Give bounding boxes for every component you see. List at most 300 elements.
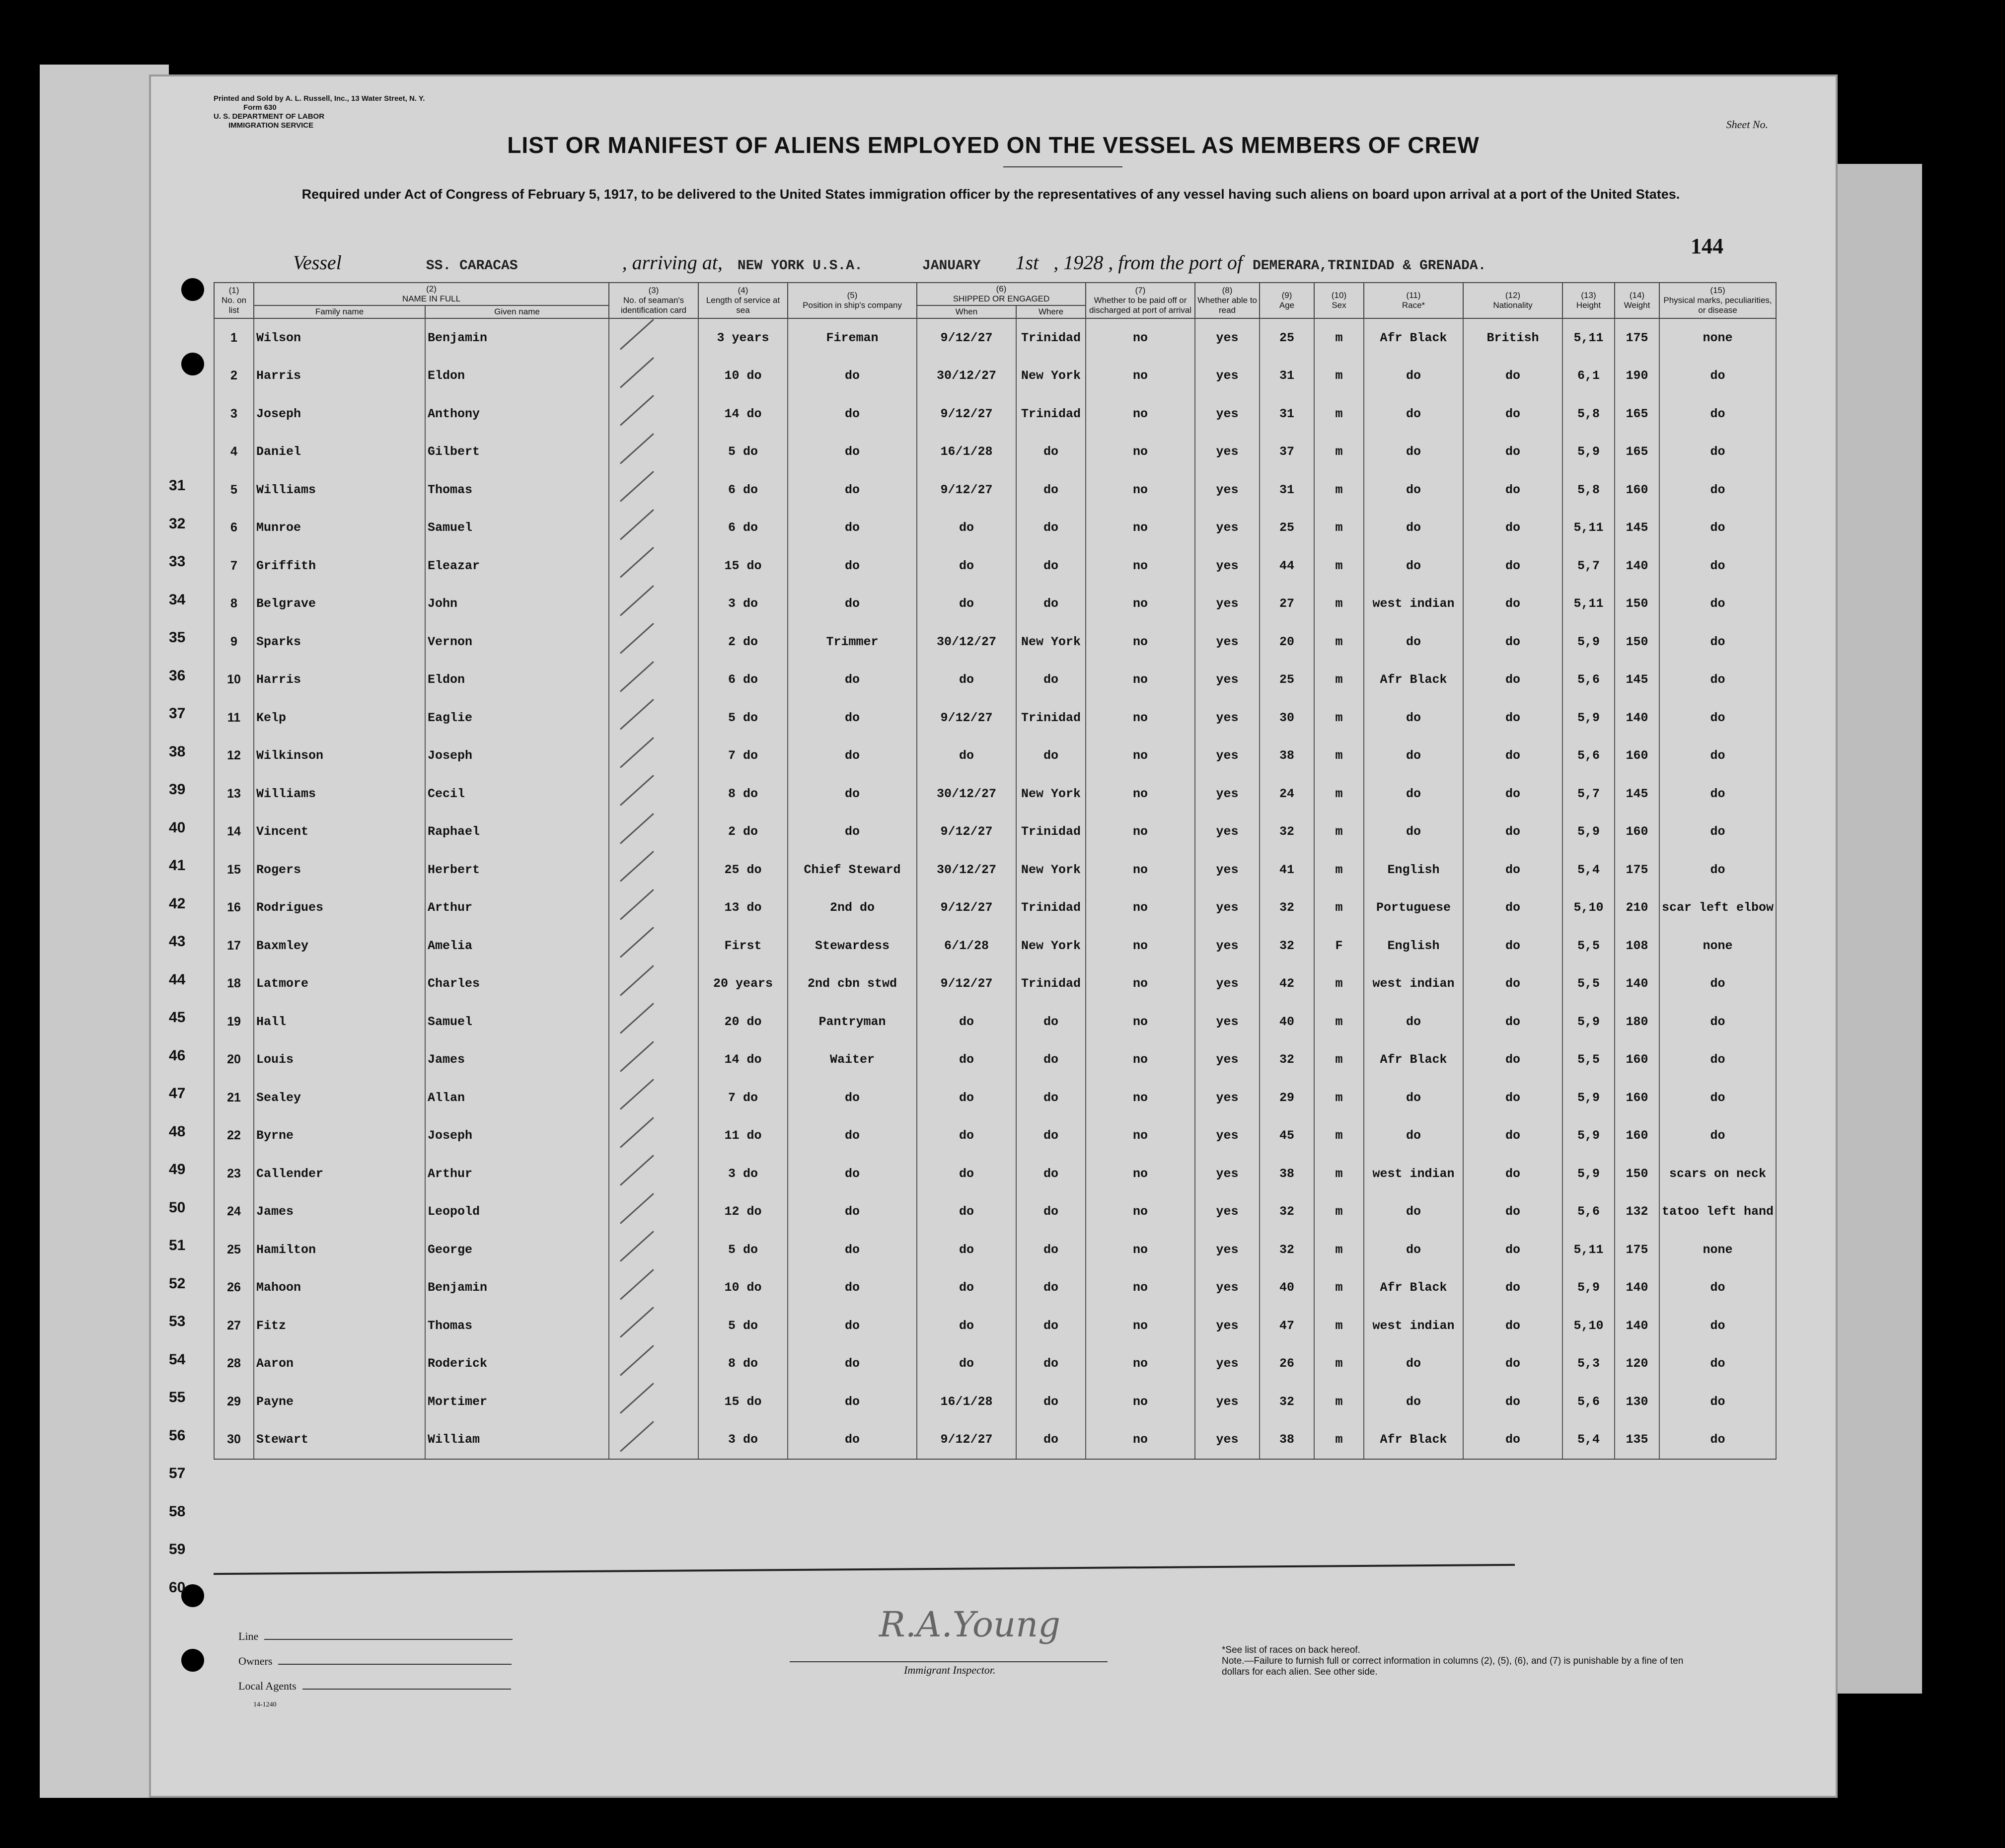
margin-row-number: 58 [169, 1503, 186, 1520]
length-of-service: 11 do [698, 1117, 788, 1155]
shipped-when: 30/12/27 [917, 775, 1016, 813]
family-name: Belgrave [254, 585, 425, 623]
row-number: 13 [214, 775, 254, 813]
family-name: Harris [254, 357, 425, 395]
id-card-check-mark [620, 1117, 654, 1148]
margin-row-number: 49 [169, 1161, 186, 1178]
col-header-name: (2) NAME IN FULL [254, 283, 609, 305]
crew-rows [214, 318, 1776, 1459]
shipped-when: 30/12/27 [917, 357, 1016, 395]
margin-row-number: 43 [169, 933, 186, 950]
able-to-read: yes [1195, 1307, 1260, 1345]
row-number: 21 [214, 1079, 254, 1117]
age: 45 [1260, 1117, 1314, 1155]
given-name: James [425, 1041, 609, 1079]
age: 31 [1260, 395, 1314, 433]
paid-off: no [1086, 471, 1195, 509]
physical-marks: do [1659, 851, 1776, 889]
length-of-service: 8 do [698, 1345, 788, 1383]
able-to-read: yes [1195, 585, 1260, 623]
length-of-service: 2 do [698, 813, 788, 851]
shipped-when: 9/12/27 [917, 889, 1016, 927]
able-to-read: yes [1195, 1345, 1260, 1383]
col-header-where: Where [1016, 305, 1086, 318]
id-card [609, 585, 698, 623]
table-row [214, 1041, 1776, 1079]
weight: 180 [1615, 1003, 1659, 1041]
nationality: do [1463, 547, 1562, 585]
col-header-race: (11) Race* [1364, 283, 1463, 318]
position: do [788, 1079, 917, 1117]
physical-marks: none [1659, 1231, 1776, 1269]
race: Afr Black [1364, 1269, 1463, 1307]
table-row [214, 813, 1776, 851]
race: do [1364, 775, 1463, 813]
table-row [214, 585, 1776, 623]
physical-marks: do [1659, 1003, 1776, 1041]
able-to-read: yes [1195, 433, 1260, 471]
physical-marks: do [1659, 357, 1776, 395]
given-name: George [425, 1231, 609, 1269]
length-of-service: 6 do [698, 661, 788, 699]
shipped-when: do [917, 1041, 1016, 1079]
weight: 140 [1615, 1269, 1659, 1307]
weight: 160 [1615, 471, 1659, 509]
race: west indian [1364, 965, 1463, 1003]
title-rule [1003, 166, 1122, 167]
family-name: Wilkinson [254, 737, 425, 775]
race: do [1364, 1117, 1463, 1155]
length-of-service: 2 do [698, 623, 788, 661]
able-to-read: yes [1195, 471, 1260, 509]
age: 29 [1260, 1079, 1314, 1117]
shipped-where: do [1016, 1383, 1086, 1421]
paid-off: no [1086, 775, 1195, 813]
paid-off: no [1086, 585, 1195, 623]
id-card-check-mark [620, 927, 654, 958]
nationality: do [1463, 1421, 1562, 1460]
nationality: do [1463, 1269, 1562, 1307]
row-number: 14 [214, 813, 254, 851]
given-name: Eldon [425, 661, 609, 699]
shipped-when: 30/12/27 [917, 851, 1016, 889]
physical-marks: do [1659, 547, 1776, 585]
physical-marks: do [1659, 1117, 1776, 1155]
id-card-check-mark [620, 661, 654, 692]
row-number: 19 [214, 1003, 254, 1041]
shipped-when: do [917, 547, 1016, 585]
nationality: do [1463, 395, 1562, 433]
position: 2nd cbn stwd [788, 965, 917, 1003]
sex: m [1314, 661, 1364, 699]
race: do [1364, 509, 1463, 547]
able-to-read: yes [1195, 395, 1260, 433]
physical-marks: do [1659, 1041, 1776, 1079]
height: 5,9 [1562, 699, 1615, 737]
given-name: Samuel [425, 1003, 609, 1041]
nationality: do [1463, 699, 1562, 737]
race: west indian [1364, 585, 1463, 623]
id-card [609, 395, 698, 433]
race: do [1364, 433, 1463, 471]
nationality: do [1463, 1383, 1562, 1421]
id-card-check-mark [620, 1155, 654, 1185]
age: 38 [1260, 1421, 1314, 1460]
able-to-read: yes [1195, 1003, 1260, 1041]
given-name: Mortimer [425, 1383, 609, 1421]
row-number: 15 [214, 851, 254, 889]
nationality: do [1463, 357, 1562, 395]
margin-row-number: 39 [169, 781, 186, 798]
shipped-when: do [917, 737, 1016, 775]
manifest-sheet [149, 74, 1838, 1798]
able-to-read: yes [1195, 357, 1260, 395]
id-card [609, 1345, 698, 1383]
weight: 190 [1615, 357, 1659, 395]
id-card [609, 1307, 698, 1345]
paid-off: no [1086, 1231, 1195, 1269]
age: 32 [1260, 1193, 1314, 1231]
age: 25 [1260, 661, 1314, 699]
able-to-read: yes [1195, 1269, 1260, 1307]
age: 40 [1260, 1269, 1314, 1307]
arrival-day: 1st [1015, 251, 1039, 274]
col-header-height: (13) Height [1562, 283, 1615, 318]
table-row [214, 1155, 1776, 1193]
height: 5,6 [1562, 1383, 1615, 1421]
family-name: Williams [254, 471, 425, 509]
penalty-note: Note.—Failure to furnish full or correct information in columns (2), (5), (6), and (7) is punishable by a fine of ten dollars for each alien. See other side. [1222, 1656, 1684, 1677]
family-name: Munroe [254, 509, 425, 547]
height: 5,3 [1562, 1345, 1615, 1383]
weight: 140 [1615, 965, 1659, 1003]
sex: m [1314, 509, 1364, 547]
physical-marks: tatoo left hand [1659, 1193, 1776, 1231]
family-name: Hall [254, 1003, 425, 1041]
id-card [609, 433, 698, 471]
height: 5,4 [1562, 1421, 1615, 1460]
sex: m [1314, 1421, 1364, 1460]
nationality: do [1463, 433, 1562, 471]
id-card-check-mark [620, 1231, 654, 1261]
shipped-where: do [1016, 433, 1086, 471]
row-number: 1 [214, 318, 254, 357]
table-row [214, 851, 1776, 889]
shipped-where: Trinidad [1016, 395, 1086, 433]
id-card-check-mark [620, 319, 654, 350]
page-title: LIST OR MANIFEST OF ALIENS EMPLOYED ON THE VESSEL AS MEMBERS OF CREW [507, 132, 1480, 158]
position: Fireman [788, 318, 917, 357]
weight: 145 [1615, 775, 1659, 813]
length-of-service: 5 do [698, 699, 788, 737]
id-card [609, 1041, 698, 1079]
race: do [1364, 813, 1463, 851]
margin-row-number: 50 [169, 1199, 186, 1216]
id-card [609, 1383, 698, 1421]
physical-marks: do [1659, 1421, 1776, 1460]
height: 5,11 [1562, 509, 1615, 547]
race: do [1364, 395, 1463, 433]
owners-field [278, 1664, 512, 1665]
physical-marks: do [1659, 1345, 1776, 1383]
shipped-when: do [917, 1307, 1016, 1345]
nationality: do [1463, 889, 1562, 927]
col-header-position: (5) Position in ship's company [788, 283, 917, 318]
id-card-check-mark [620, 433, 654, 464]
table-row [214, 1307, 1776, 1345]
length-of-service: 5 do [698, 433, 788, 471]
age: 32 [1260, 889, 1314, 927]
weight: 145 [1615, 661, 1659, 699]
id-card-check-mark [620, 585, 654, 616]
shipped-when: do [917, 1193, 1016, 1231]
sex: m [1314, 1155, 1364, 1193]
length-of-service: 15 do [698, 1383, 788, 1421]
table-row [214, 509, 1776, 547]
id-card-check-mark [620, 699, 654, 730]
row-number: 18 [214, 965, 254, 1003]
age: 32 [1260, 1231, 1314, 1269]
row-number: 23 [214, 1155, 254, 1193]
col-header-number: (1) No. on list [214, 283, 254, 318]
table-row [214, 661, 1776, 699]
shipped-where: do [1016, 661, 1086, 699]
row-number: 5 [214, 471, 254, 509]
nationality: do [1463, 813, 1562, 851]
row-number: 4 [214, 433, 254, 471]
age: 32 [1260, 927, 1314, 965]
length-of-service: 3 years [698, 318, 788, 357]
row-number: 3 [214, 395, 254, 433]
paid-off: no [1086, 318, 1195, 357]
weight: 140 [1615, 699, 1659, 737]
shipped-where: Trinidad [1016, 889, 1086, 927]
shipped-when: do [917, 509, 1016, 547]
age: 20 [1260, 623, 1314, 661]
footer-fields [238, 1624, 513, 1699]
position: Waiter [788, 1041, 917, 1079]
margin-row-number: 33 [169, 553, 186, 570]
sex: m [1314, 1003, 1364, 1041]
position: do [788, 813, 917, 851]
length-of-service: 5 do [698, 1231, 788, 1269]
family-name: Louis [254, 1041, 425, 1079]
margin-row-number: 44 [169, 971, 186, 988]
paid-off: no [1086, 1003, 1195, 1041]
department: U. S. DEPARTMENT OF LABOR [214, 112, 325, 121]
printer-line: Printed and Sold by A. L. Russell, Inc., 13 Water Street, N. Y. [214, 94, 425, 103]
given-name: Roderick [425, 1345, 609, 1383]
paid-off: no [1086, 1269, 1195, 1307]
sex: m [1314, 699, 1364, 737]
family-name: Harris [254, 661, 425, 699]
height: 5,9 [1562, 813, 1615, 851]
height: 5,6 [1562, 1193, 1615, 1231]
paid-off: no [1086, 357, 1195, 395]
length-of-service: 12 do [698, 1193, 788, 1231]
shipped-where: Trinidad [1016, 699, 1086, 737]
family-name: Sparks [254, 623, 425, 661]
height: 5,5 [1562, 965, 1615, 1003]
weight: 120 [1615, 1345, 1659, 1383]
height: 5,9 [1562, 433, 1615, 471]
physical-marks: none [1659, 927, 1776, 965]
sex: m [1314, 623, 1364, 661]
shipped-when: 9/12/27 [917, 813, 1016, 851]
given-name: Eaglie [425, 699, 609, 737]
id-card-check-mark [620, 965, 654, 996]
table-row [214, 1345, 1776, 1383]
able-to-read: yes [1195, 775, 1260, 813]
shipped-where: do [1016, 1345, 1086, 1383]
col-header-age: (9) Age [1260, 283, 1314, 318]
race: do [1364, 1193, 1463, 1231]
shipped-where: do [1016, 509, 1086, 547]
shipped-when: do [917, 1269, 1016, 1307]
weight: 175 [1615, 318, 1659, 357]
height: 5,11 [1562, 1231, 1615, 1269]
shipped-when: 9/12/27 [917, 965, 1016, 1003]
row-number: 20 [214, 1041, 254, 1079]
able-to-read: yes [1195, 318, 1260, 357]
given-name: Raphael [425, 813, 609, 851]
table-row [214, 547, 1776, 585]
nationality: do [1463, 1117, 1562, 1155]
able-to-read: yes [1195, 1231, 1260, 1269]
sex: m [1314, 1117, 1364, 1155]
race: English [1364, 851, 1463, 889]
shipped-when: 9/12/27 [917, 699, 1016, 737]
arriving-label: , arriving at, [622, 251, 723, 274]
age: 47 [1260, 1307, 1314, 1345]
physical-marks: do [1659, 775, 1776, 813]
row-number: 30 [214, 1421, 254, 1460]
id-card [609, 1155, 698, 1193]
id-card-check-mark [620, 813, 654, 844]
age: 38 [1260, 737, 1314, 775]
nationality: do [1463, 1307, 1562, 1345]
margin-row-number: 59 [169, 1541, 186, 1557]
margin-row-number: 60 [169, 1579, 186, 1596]
table-row [214, 1003, 1776, 1041]
race: do [1364, 471, 1463, 509]
given-name: Eldon [425, 357, 609, 395]
length-of-service: 20 do [698, 1003, 788, 1041]
shipped-where: New York [1016, 851, 1086, 889]
row-number: 7 [214, 547, 254, 585]
weight: 175 [1615, 851, 1659, 889]
sex: m [1314, 585, 1364, 623]
sex: m [1314, 1269, 1364, 1307]
id-card [609, 547, 698, 585]
table-row [214, 623, 1776, 661]
shipped-where: do [1016, 1041, 1086, 1079]
position: do [788, 1193, 917, 1231]
crew-manifest-table [214, 282, 1777, 1460]
position: do [788, 1155, 917, 1193]
age: 31 [1260, 357, 1314, 395]
table-row [214, 395, 1776, 433]
sex: m [1314, 1345, 1364, 1383]
shipped-where: New York [1016, 623, 1086, 661]
race: west indian [1364, 1307, 1463, 1345]
family-name: Byrne [254, 1117, 425, 1155]
row-number: 9 [214, 623, 254, 661]
table-row [214, 1117, 1776, 1155]
nationality: do [1463, 1041, 1562, 1079]
race: do [1364, 1231, 1463, 1269]
race: do [1364, 357, 1463, 395]
punch-hole [181, 1649, 204, 1672]
shipped-when: 30/12/27 [917, 623, 1016, 661]
shipped-where: do [1016, 1269, 1086, 1307]
col-header-shipped: (6) SHIPPED OR ENGAGED [917, 283, 1086, 305]
id-card-check-mark [620, 1307, 654, 1337]
family-name: Daniel [254, 433, 425, 471]
family-name: James [254, 1193, 425, 1231]
shipped-where: New York [1016, 357, 1086, 395]
col-header-nationality: (12) Nationality [1463, 283, 1562, 318]
row-number: 16 [214, 889, 254, 927]
vessel-label: Vessel [293, 251, 342, 274]
length-of-service: 3 do [698, 1155, 788, 1193]
shipped-where: do [1016, 1231, 1086, 1269]
nationality: do [1463, 965, 1562, 1003]
family-name: Griffith [254, 547, 425, 585]
weight: 145 [1615, 509, 1659, 547]
height: 5,5 [1562, 1041, 1615, 1079]
shipped-when: 9/12/27 [917, 471, 1016, 509]
row-number: 11 [214, 699, 254, 737]
given-name: Eleazar [425, 547, 609, 585]
margin-row-number: 40 [169, 819, 186, 836]
id-card-check-mark [620, 1421, 654, 1452]
physical-marks: do [1659, 585, 1776, 623]
row-number: 6 [214, 509, 254, 547]
nationality: do [1463, 737, 1562, 775]
position: do [788, 1231, 917, 1269]
length-of-service: 20 years [698, 965, 788, 1003]
able-to-read: yes [1195, 1421, 1260, 1460]
given-name: Charles [425, 965, 609, 1003]
age: 44 [1260, 547, 1314, 585]
margin-row-number: 37 [169, 705, 186, 722]
family-name: Rodrigues [254, 889, 425, 927]
race: English [1364, 927, 1463, 965]
paid-off: no [1086, 623, 1195, 661]
id-card [609, 1003, 698, 1041]
shipped-when: 9/12/27 [917, 395, 1016, 433]
table-row [214, 433, 1776, 471]
sex: m [1314, 547, 1364, 585]
position: do [788, 1345, 917, 1383]
margin-row-number: 42 [169, 895, 186, 912]
weight: 140 [1615, 1307, 1659, 1345]
id-card-check-mark [620, 1079, 654, 1109]
physical-marks: do [1659, 1383, 1776, 1421]
id-card [609, 699, 698, 737]
family-name: Aaron [254, 1345, 425, 1383]
id-card-check-mark [620, 889, 654, 920]
id-card-check-mark [620, 1269, 654, 1300]
id-card [609, 775, 698, 813]
table-row [214, 1193, 1776, 1231]
able-to-read: yes [1195, 509, 1260, 547]
col-header-sex: (10) Sex [1314, 283, 1364, 318]
race: do [1364, 699, 1463, 737]
height: 5,7 [1562, 547, 1615, 585]
given-name: William [425, 1421, 609, 1460]
